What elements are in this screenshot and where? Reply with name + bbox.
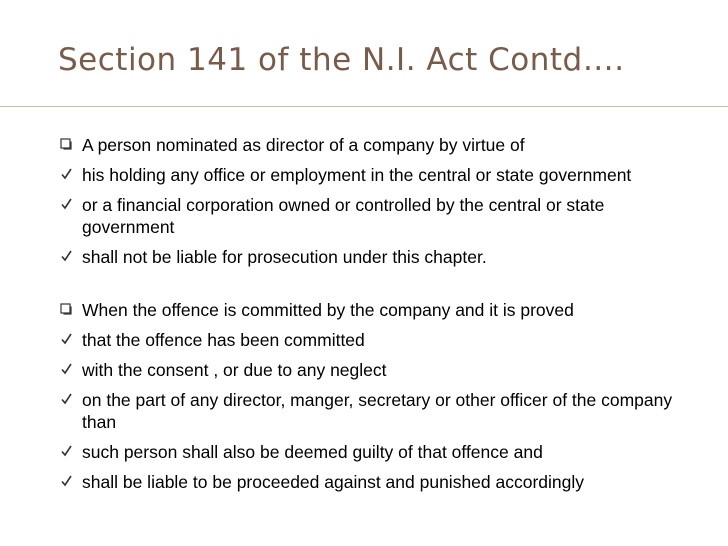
list-item-text: A person nominated as director of a company by virtue of: [82, 135, 525, 155]
list-item-text: shall be liable to be proceeded against and punished accordingly: [82, 472, 585, 492]
list-item: [0, 246, 728, 268]
checkmark-icon: [60, 331, 74, 347]
checkmark-icon: [60, 166, 74, 182]
list-item-text: When the offence is committed by the company and it is proved: [82, 300, 574, 320]
list-item: [0, 441, 728, 463]
list-item: [0, 299, 728, 321]
list-item-text: or a financial corporation owned or controlled by the central or state government: [82, 195, 605, 237]
checkmark-icon: [60, 196, 74, 212]
slide-title: Section 141 of the N.I. Act Contd….: [58, 42, 625, 78]
checkmark-icon: [60, 443, 74, 459]
checkmark-icon: [60, 391, 74, 407]
checkmark-icon: [60, 361, 74, 377]
list-item: [0, 134, 728, 156]
list-item-text: that the offence has been committed: [82, 330, 365, 350]
list-item: [0, 359, 728, 381]
list-item-text: with the consent , or due to any neglect: [82, 360, 387, 380]
list-item: [0, 471, 728, 493]
list-item: [0, 389, 728, 433]
square-bullet-icon: [60, 136, 74, 152]
list-item: [0, 194, 728, 238]
list-item: [0, 329, 728, 351]
list-item-text: such person shall also be deemed guilty of that offence and: [82, 442, 543, 462]
list-item: [0, 164, 728, 186]
list-item-text: on the part of any director, manger, secretary or other officer of the company than: [82, 390, 673, 432]
list-item-text: his holding any office or employment in the central or state government: [82, 165, 632, 185]
title-divider: [0, 106, 728, 107]
square-bullet-icon: [60, 301, 74, 317]
checkmark-icon: [60, 248, 74, 264]
bullet-list: [0, 134, 728, 501]
checkmark-icon: [60, 473, 74, 489]
list-item-text: shall not be liable for prosecution under this chapter.: [82, 247, 487, 267]
